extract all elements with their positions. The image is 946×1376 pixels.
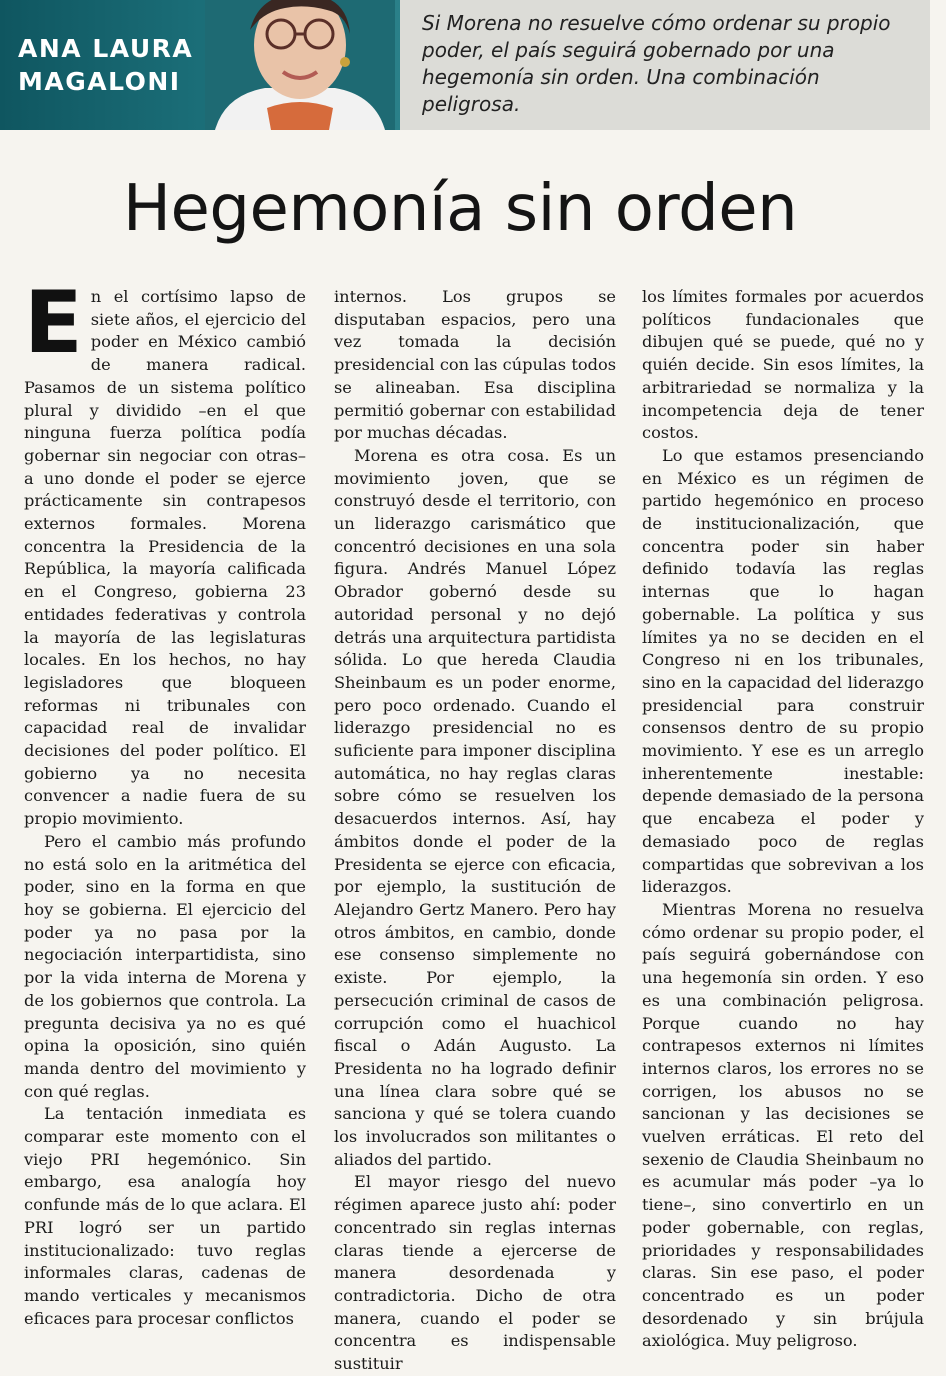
paragraph <box>24 273 306 831</box>
paragraph: Pero el cambio más profundo no está solo en la aritmética del poder, sino en la forma en que hoy se gobierna. El ejercicio del poder ya no pasa por la negociación interpartidista, sino por la vida interna de Morena y de los gobiernos que controla. La pregunta decisiva ya no es qué opina la oposición, sino quién manda dentro del movimiento y con qué reglas. <box>24 831 306 1101</box>
paragraph: Morena es otra cosa. Es un movimiento joven, que se construyó desde el territorio, con un liderazgo carismático que concentró decisiones en una sola figura. Andrés Manuel López Obrador gobernó desde su autoridad personal y no dejó detrás una arquitectura partidista sólida. Lo que hereda Claudia Sheinbaum es un poder enorme, pero poco ordenado. Cuando el liderazgo presidencial no es suficiente para imponer disciplina automática, no hay reglas claras sobre cómo se resuelven los desacuerdos internos. Así, hay ámbitos donde el poder de la Presidenta se ejerce con eficacia, por ejemplo, la sustitución de Alejandro Gertz Manero. Pero hay otros ámbitos, en cambio, donde ese consenso simplemente no existe. Por ejemplo, la persecución criminal de casos de corrupción como el huachicol fiscal o Adán Augusto. La Presidenta no ha logrado definir una línea clara sobre qué se sanciona y qué se tolera cuando los involucrados son militantes o aliados del partido. <box>334 445 616 1169</box>
paragraph: Mientras Morena no resuelva cómo ordenar su propio poder, el país seguirá gobernándose con una hegemonía sin orden. Y eso es una combinación peligrosa. Porque cuando no hay contrapesos externos ni límites internos claros, los errores no se corrigen, los abusos no se sancionan y las decisiones se vuelven erráticas. El reto del sexenio de Claudia Sheinbaum no es acumular más poder –ya lo tiene–, sino convertirlo en un poder gobernable, con reglas, prioridades y responsabilidades claras. Sin ese paso, el poder concentrado es un poder desordenado y sin brújula axiológica. Muy peligroso. <box>642 899 924 1351</box>
article-column-2 <box>334 286 616 1376</box>
author-photo <box>205 0 395 130</box>
article-title: Hegemonía sin orden <box>122 172 798 246</box>
author-name-line1: ANA LAURA <box>18 34 194 63</box>
article-column-1 <box>24 273 306 1330</box>
pull-quote: Si Morena no resuelve cómo ordenar su propio poder, el país seguirá gobernado por una hegemonía sin orden. Una combinación peligrosa. <box>422 11 891 116</box>
column-header <box>0 0 946 130</box>
article-column-3 <box>642 286 924 1353</box>
author-name <box>18 32 193 98</box>
paragraph: La tentación inmediata es comparar este momento con el viejo PRI hegemónico. Sin embargo, esa analogía hoy confunde más de lo que aclara. El PRI logró ser un partido institucionalizado: tuvo reglas informales claras, cadenas de mando verticales y mecanismos eficaces para procesar conflictos <box>24 1104 306 1328</box>
paragraph-text: n el cortísimo lapso de siete años, el ejercicio del poder en México cambió de manera radical. Pasamos de un sistema político plural y dividido –en el que ninguna fuerza política podía gobernar sin negociar con otras– a uno donde el poder se ejerce prácticamente sin contrapesos externos formales. Morena concentra la Presidencia de la República, la mayoría calificada en el Congreso, gobierna 23 entidades federativas y controla la mayoría de las legislaturas locales. En los hechos, no hay legisladores que bloqueen reformas ni tribunales con capacidad real de invalidar decisiones del poder político. El gobierno ya no necesita convencer a nadie fuera de su propio movimiento. <box>24 287 306 829</box>
paragraph: Lo que estamos presenciando en México es un régimen de partido hegemónico en proceso de institucionalización, que concentra poder sin haber definido todavía las reglas internas que lo hagan gobernable. La política y sus límites ya no se deciden en el Congreso ni en los tribunales, sino en la capacidad del liderazgo presidencial para construir consensos dentro de su propio movimiento. Y ese es un arreglo inherentemente inestable: depende demasiado de la persona que encabeza el poder y demasiado poco de reglas compartidas que sobrevivan a los liderazgos. <box>642 445 924 897</box>
author-name-line2: MAGALONI <box>18 67 181 96</box>
paragraph: internos. Los grupos se disputaban espacios, pero una vez tomada la decisión presidencial con las cúpulas todos se alineaban. Esa disciplina permitió gobernar con estabilidad por muchas décadas. <box>334 287 616 443</box>
author-panel <box>0 0 400 130</box>
paragraph: El mayor riesgo del nuevo régimen aparece justo ahí: poder concentrado sin reglas internas claras tiende a ejercerse de manera desordenada y contradictoria. Dicho de otra manera, cuando el poder se concentra es indispensable sustituir <box>334 1172 616 1374</box>
drop-cap: E <box>24 273 83 373</box>
pull-quote-panel <box>400 0 930 130</box>
paragraph: los límites formales por acuerdos políticos fundacionales que dibujen qué se puede, qué no y quién decide. Sin esos límites, la arbitrariedad se normaliza y la incompetencia deja de tener costos. <box>642 287 924 443</box>
